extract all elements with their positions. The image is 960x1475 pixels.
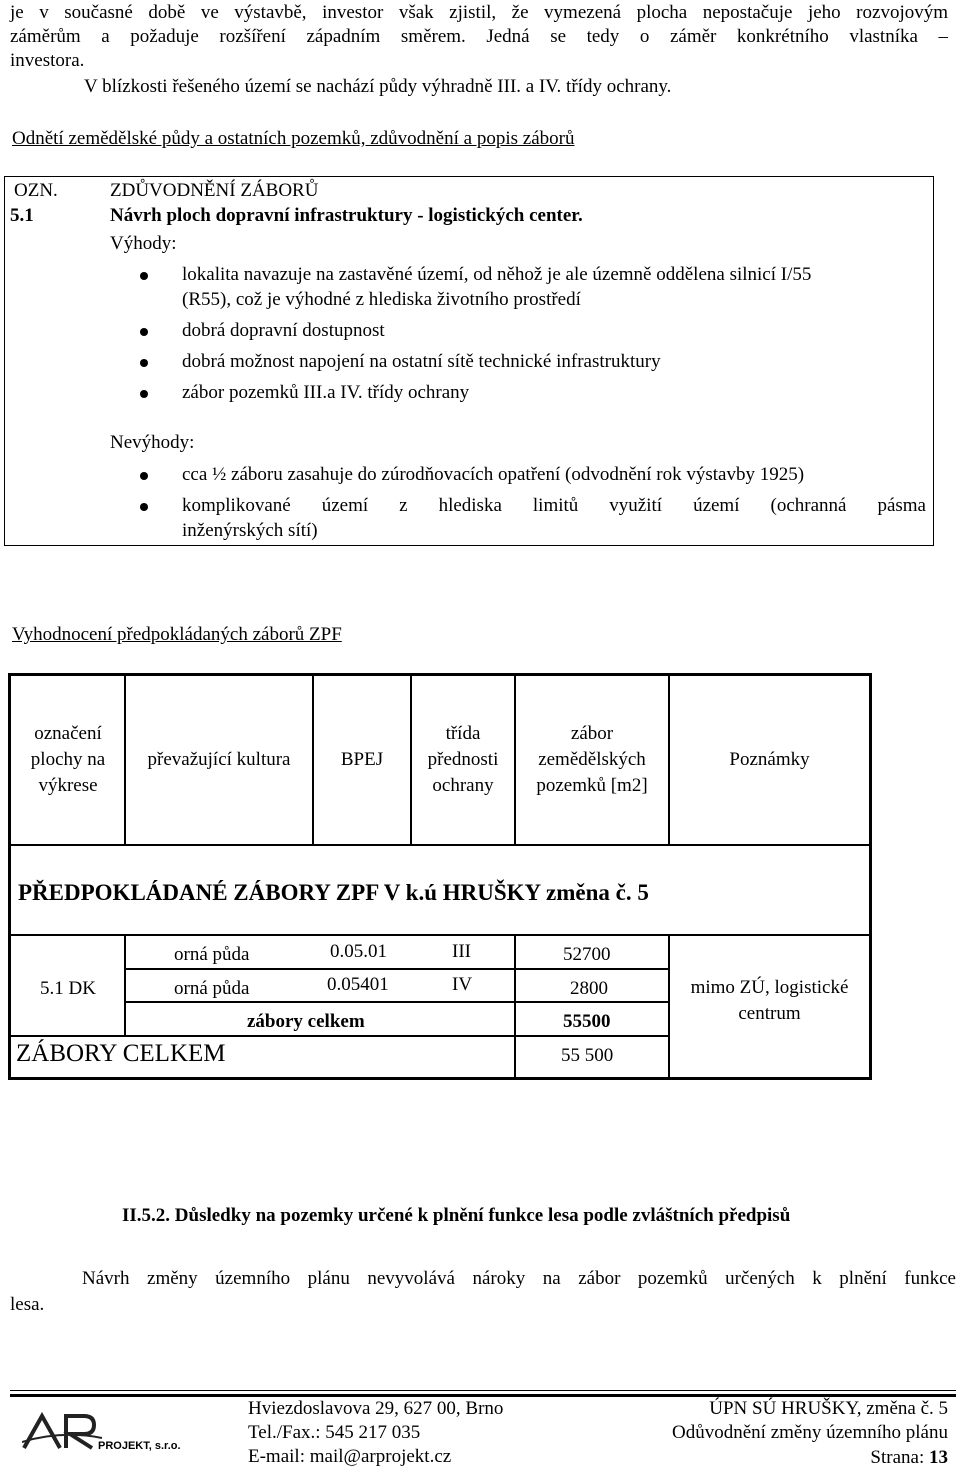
bullet-icon (140, 272, 148, 280)
col-header-culture: převažující kultura (147, 749, 291, 770)
footer-rule (10, 1390, 956, 1391)
footer-doc-title: Odůvodnění změny územního plánu (672, 1422, 948, 1443)
col-header-bpej: BPEJ (340, 749, 384, 770)
row-area: 2800 (570, 978, 608, 999)
page-label: Strana: (870, 1447, 925, 1468)
intro-line-3: investora. (10, 50, 85, 71)
footer-address: Hviezdoslavova 29, 627 00, Brno (248, 1398, 504, 1419)
bullet-icon (140, 359, 148, 367)
company-name: PROJEKT, s.r.o. (98, 1440, 181, 1452)
subtotal-value: 55500 (563, 1011, 611, 1032)
row-class: III (452, 941, 471, 962)
disadvantage-item-cont: inženýrských sítí) (182, 520, 318, 541)
section-heading: Odnětí zemědělské půdy a ostatních pozemků, zdůvodnění a popis záborů (12, 128, 575, 149)
row-bpej: 0.05.01 (330, 941, 387, 962)
col-header-class: třída přednosti ochrany (427, 723, 499, 796)
table-rule (514, 934, 516, 1079)
disadvantages-label: Nevýhody: (110, 432, 195, 453)
advantages-label: Výhody: (110, 233, 177, 254)
plot-id: 5.1 DK (40, 978, 96, 999)
footer-rule (10, 1394, 956, 1397)
intro-line-2: záměrům a požaduje rozšíření západním směrem. Jedná se tedy o záměr konkrétního vlastníka – (10, 26, 948, 47)
row-bpej: 0.05401 (327, 974, 389, 995)
table-note: mimo ZÚ, logistické centrum (690, 977, 849, 1024)
total-value: 55 500 (561, 1045, 614, 1066)
intro-line-4: V blízkosti řešeného území se nachází půdy výhradně III. a IV. třídy ochrany. (84, 76, 672, 97)
disadvantage-item: cca ½ záboru zasahuje do zúrodňovacích opatření (odvodnění rok výstavby 1925) (182, 464, 805, 485)
subtotal-label: zábory celkem (247, 1011, 365, 1032)
advantage-item: dobrá dopravní dostupnost (182, 320, 385, 341)
table-rule (10, 1035, 670, 1037)
col-header-notes: Poznámky (729, 749, 810, 770)
ozn-header: OZN. (14, 180, 58, 201)
bullet-icon (140, 390, 148, 398)
forest-text-line-1: Návrh změny územního plánu nevyvolává nároky na zábor pozemků určených k plnění funkce (82, 1268, 956, 1289)
row-class: IV (452, 974, 473, 995)
col-header-plot: označení plochy na výkrese (30, 723, 106, 796)
item-number: 5.1 (10, 205, 34, 226)
bullet-icon (140, 328, 148, 336)
bullet-icon (140, 472, 148, 480)
evaluation-heading: Vyhodnocení předpokládaných záborů ZPF (12, 624, 342, 645)
logo-graphic (22, 1412, 104, 1452)
table-rule (10, 934, 872, 936)
row-culture: orná půda (174, 944, 250, 965)
table-rule (124, 968, 670, 970)
forest-heading: II.5.2. Důsledky na pozemky určené k plnění funkce lesa podle zvláštních předpisů (122, 1205, 791, 1226)
table-section-title: PŘEDPOKLÁDANÉ ZÁBORY ZPF V k.ú HRUŠKY změna č. 5 (18, 880, 649, 905)
table-rule (8, 673, 11, 1080)
total-label: ZÁBORY CELKEM (16, 1040, 226, 1067)
row-culture: orná půda (174, 978, 250, 999)
advantage-item: dobrá možnost napojení na ostatní sítě technické infrastruktury (182, 351, 661, 372)
page-number: 13 (929, 1447, 948, 1468)
page-indicator (870, 1447, 948, 1469)
footer-phone: Tel./Fax.: 545 217 035 (248, 1422, 421, 1443)
row-area: 52700 (563, 944, 611, 965)
bullet-icon (140, 503, 148, 511)
table-rule (124, 934, 126, 1036)
table-rule (10, 844, 872, 846)
table-rule (10, 1077, 872, 1080)
advantage-item: zábor pozemků III.a IV. třídy ochrany (182, 382, 470, 403)
footer-project: ÚPN SÚ HRUŠKY, změna č. 5 (709, 1398, 948, 1419)
advantage-item: lokalita navazuje na zastavěné území, od něhož je ale územně oddělena silnicí I/55 (182, 264, 812, 285)
item-title: Návrh ploch dopravní infrastruktury - logistických center. (110, 205, 583, 226)
col-header-area: zábor zemědělských pozemků [m2] (536, 723, 648, 796)
footer-email: E-mail: mail@arprojekt.cz (248, 1446, 452, 1467)
table-rule (869, 673, 872, 1080)
disadvantage-item: komplikované území z hlediska limitů využití území (ochranná pásma (182, 495, 926, 516)
advantage-item-cont: (R55), což je výhodné z hlediska životního prostředí (182, 289, 581, 310)
table-rule (124, 1001, 670, 1003)
intro-line-1: je v současné době ve výstavbě, investor však zjistil, že vymezená plocha nepostačuje jeho rozvojovým (10, 2, 948, 23)
forest-text-line-2: lesa. (10, 1294, 45, 1315)
justification-header: ZDŮVODNĚNÍ ZÁBORŮ (110, 180, 319, 201)
